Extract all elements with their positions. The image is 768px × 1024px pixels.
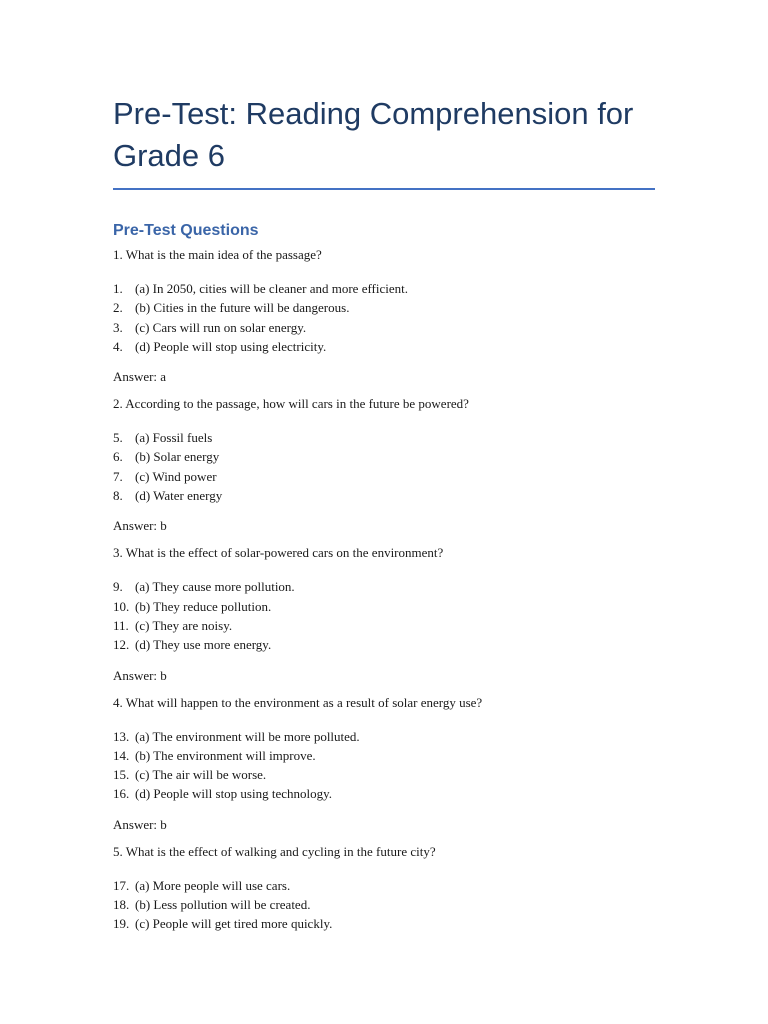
questions-list (113, 247, 655, 934)
option-number: 18. (113, 897, 130, 913)
option-text: (b) Solar energy (135, 449, 220, 465)
option-number: 3. (113, 319, 123, 335)
option-number: 15. (113, 767, 130, 783)
option-item (113, 895, 655, 914)
option-number: 2. (113, 300, 123, 316)
options-list (113, 876, 655, 934)
option-number: 16. (113, 786, 130, 802)
option-number: 12. (113, 637, 130, 653)
option-item (113, 467, 655, 486)
option-text: (d) People will stop using electricity. (135, 338, 327, 354)
option-text: (a) More people will use cars. (135, 877, 291, 893)
option-text: (a) In 2050, cities will be cleaner and more efficient. (135, 281, 409, 296)
option-item (113, 447, 655, 466)
question-text: 2. According to the passage, how will cars in the future be powered? (113, 396, 469, 412)
options-list (113, 279, 655, 356)
question-text: 4. What will happen to the environment as a result of solar energy use? (113, 694, 483, 710)
answer-text: Answer: b (113, 816, 167, 832)
option-text: (b) They reduce pollution. (135, 598, 272, 614)
option-number: 14. (113, 747, 130, 763)
option-item (113, 428, 655, 447)
options-list (113, 428, 655, 505)
option-text: (b) Cities in the future will be dangerous. (135, 300, 350, 316)
option-number: 10. (113, 598, 130, 614)
option-number: 1. (113, 281, 123, 296)
answer-text: Answer: b (113, 518, 167, 534)
options-list (113, 727, 655, 804)
answer-text: Answer: a (113, 369, 167, 385)
title-divider (113, 188, 655, 190)
option-number: 4. (113, 338, 123, 354)
option-item (113, 784, 655, 803)
option-item (113, 577, 655, 596)
option-number: 11. (113, 617, 129, 633)
option-item (113, 914, 655, 933)
option-text: (b) The environment will improve. (135, 747, 316, 763)
option-text: (d) Water energy (135, 488, 223, 504)
option-number: 17. (113, 877, 130, 893)
options-list (113, 577, 655, 654)
option-number: 8. (113, 488, 123, 504)
option-text: (c) Wind power (135, 468, 217, 484)
question-text: 1. What is the main idea of the passage? (113, 247, 322, 262)
option-text: (a) They cause more pollution. (135, 579, 295, 595)
option-item (113, 746, 655, 765)
question-text: 3. What is the effect of solar-powered cars on the environment? (113, 545, 444, 561)
option-text: (c) Cars will run on solar energy. (135, 319, 307, 335)
option-text: (d) They use more energy. (135, 637, 272, 653)
option-item (113, 298, 655, 317)
section-heading: Pre-Test Questions (113, 222, 259, 239)
option-number: 19. (113, 916, 130, 932)
option-item (113, 616, 655, 635)
option-item (113, 318, 655, 337)
option-number: 13. (113, 728, 130, 744)
option-item (113, 279, 655, 298)
option-item (113, 486, 655, 505)
option-item (113, 337, 655, 356)
option-item (113, 765, 655, 784)
option-text: (a) The environment will be more polluted. (135, 728, 360, 744)
document-page (113, 93, 655, 934)
option-text: (d) People will stop using technology. (135, 786, 333, 802)
option-item (113, 727, 655, 746)
option-number: 7. (113, 468, 123, 484)
option-item (113, 635, 655, 654)
option-text: (b) Less pollution will be created. (135, 897, 311, 913)
option-text: (c) People will get tired more quickly. (135, 916, 333, 932)
option-number: 5. (113, 430, 123, 446)
option-text: (a) Fossil fuels (135, 430, 213, 446)
option-item (113, 876, 655, 895)
option-text: (c) The air will be worse. (135, 767, 267, 783)
option-text: (c) They are noisy. (135, 617, 233, 633)
option-item (113, 597, 655, 616)
answer-text: Answer: b (113, 667, 167, 683)
option-number: 9. (113, 579, 123, 595)
page-title: Pre-Test: Reading Comprehension for Grade 6 (113, 96, 634, 173)
option-number: 6. (113, 449, 123, 465)
question-text: 5. What is the effect of walking and cycling in the future city? (113, 843, 436, 859)
